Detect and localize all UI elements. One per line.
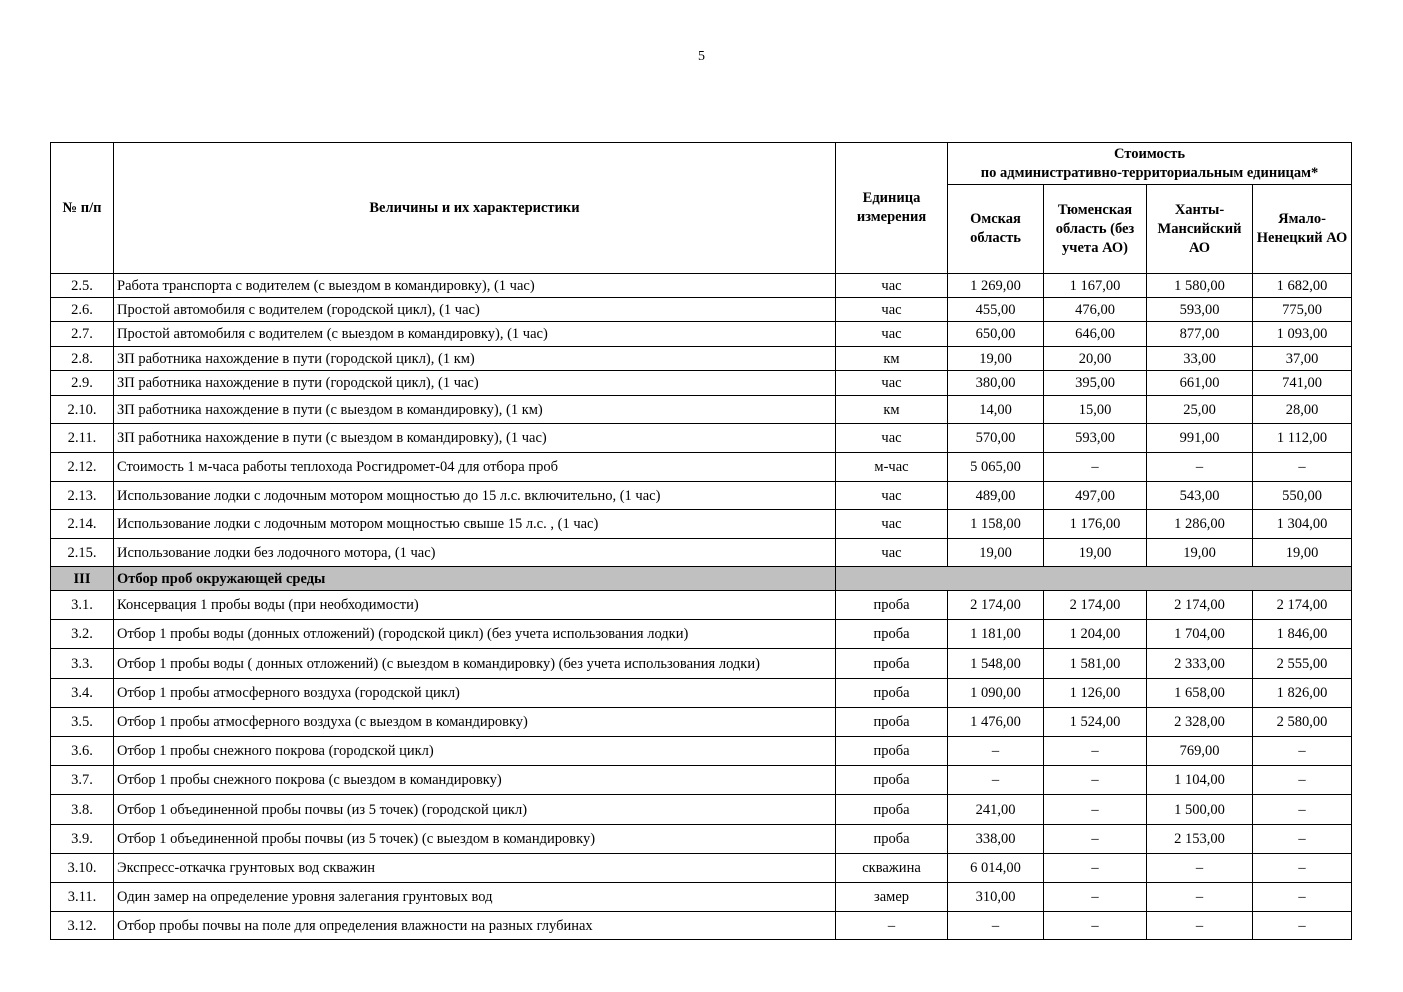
value-khmao: 33,00 xyxy=(1147,347,1253,371)
row-number: 2.13. xyxy=(51,482,114,510)
value-khmao: 1 704,00 xyxy=(1147,620,1253,649)
table-row xyxy=(51,347,1352,371)
value-omsk: 455,00 xyxy=(948,298,1044,322)
value-yanao: 1 112,00 xyxy=(1253,424,1352,453)
row-unit: час xyxy=(836,510,948,539)
row-description: Простой автомобиля с водителем (с выездом в командировку), (1 час) xyxy=(114,322,836,347)
row-unit: проба xyxy=(836,825,948,854)
row-description: ЗП работника нахождение в пути (с выездом в командировку), (1 км) xyxy=(114,396,836,424)
row-unit: скважина xyxy=(836,854,948,883)
row-unit: км xyxy=(836,396,948,424)
value-khmao: 769,00 xyxy=(1147,737,1253,766)
value-tyumen: 19,00 xyxy=(1044,539,1147,567)
row-unit: проба xyxy=(836,649,948,679)
row-unit: час xyxy=(836,482,948,510)
section-num: III xyxy=(51,567,114,591)
value-tyumen: 15,00 xyxy=(1044,396,1147,424)
header-cost-line1: Стоимость xyxy=(1114,145,1186,162)
value-yanao: 1 304,00 xyxy=(1253,510,1352,539)
value-omsk: 1 181,00 xyxy=(948,620,1044,649)
table-body-part2 xyxy=(51,591,1352,940)
value-yanao: – xyxy=(1253,795,1352,825)
table-row xyxy=(51,620,1352,649)
header-region-khmao: Ханты-Мансийский АО xyxy=(1147,185,1253,274)
value-tyumen: 1 126,00 xyxy=(1044,679,1147,708)
table-row xyxy=(51,396,1352,424)
value-omsk: 5 065,00 xyxy=(948,453,1044,482)
table-row xyxy=(51,482,1352,510)
value-omsk: – xyxy=(948,737,1044,766)
row-number: 2.11. xyxy=(51,424,114,453)
table-row xyxy=(51,825,1352,854)
table-body-part1 xyxy=(51,274,1352,567)
value-omsk: 1 090,00 xyxy=(948,679,1044,708)
table-header xyxy=(51,143,1352,274)
row-unit: проба xyxy=(836,620,948,649)
table-row xyxy=(51,912,1352,940)
row-number: 2.14. xyxy=(51,510,114,539)
row-description: Использование лодки с лодочным мотором мощностью до 15 л.с. включительно, (1 час) xyxy=(114,482,836,510)
value-yanao: – xyxy=(1253,854,1352,883)
table-row xyxy=(51,737,1352,766)
value-tyumen: – xyxy=(1044,766,1147,795)
value-omsk: 241,00 xyxy=(948,795,1044,825)
row-number: 3.6. xyxy=(51,737,114,766)
value-omsk: 1 476,00 xyxy=(948,708,1044,737)
value-khmao: – xyxy=(1147,912,1253,940)
value-tyumen: – xyxy=(1044,795,1147,825)
row-unit: замер xyxy=(836,883,948,912)
value-yanao: – xyxy=(1253,912,1352,940)
value-khmao: 877,00 xyxy=(1147,322,1253,347)
row-number: 3.8. xyxy=(51,795,114,825)
header-region-yanao: Ямало-Ненецкий АО xyxy=(1253,185,1352,274)
value-omsk: 310,00 xyxy=(948,883,1044,912)
row-description: Работа транспорта с водителем (с выездом в командировку), (1 час) xyxy=(114,274,836,298)
value-yanao: 1 846,00 xyxy=(1253,620,1352,649)
value-yanao: 2 580,00 xyxy=(1253,708,1352,737)
table-row xyxy=(51,298,1352,322)
value-tyumen: 497,00 xyxy=(1044,482,1147,510)
row-unit: проба xyxy=(836,708,948,737)
header-cost-line2: по административно-территориальным единицам* xyxy=(980,164,1319,181)
row-unit: км xyxy=(836,347,948,371)
value-khmao: 661,00 xyxy=(1147,371,1253,396)
value-tyumen: – xyxy=(1044,912,1147,940)
table-row xyxy=(51,371,1352,396)
row-unit: час xyxy=(836,298,948,322)
value-khmao: 25,00 xyxy=(1147,396,1253,424)
row-description: ЗП работника нахождение в пути (городской цикл), (1 час) xyxy=(114,371,836,396)
value-tyumen: – xyxy=(1044,453,1147,482)
row-description: Отбор пробы почвы на поле для определения влажности на разных глубинах xyxy=(114,912,836,940)
value-khmao: – xyxy=(1147,453,1253,482)
row-description: Один замер на определение уровня залегания грунтовых вод xyxy=(114,883,836,912)
value-tyumen: 2 174,00 xyxy=(1044,591,1147,620)
value-yanao: 1 826,00 xyxy=(1253,679,1352,708)
value-khmao: 1 104,00 xyxy=(1147,766,1253,795)
row-number: 3.10. xyxy=(51,854,114,883)
value-khmao: 19,00 xyxy=(1147,539,1253,567)
value-khmao: 1 580,00 xyxy=(1147,274,1253,298)
table-row xyxy=(51,424,1352,453)
value-tyumen: 593,00 xyxy=(1044,424,1147,453)
value-omsk: – xyxy=(948,766,1044,795)
row-number: 2.7. xyxy=(51,322,114,347)
row-unit: проба xyxy=(836,591,948,620)
value-omsk: 19,00 xyxy=(948,539,1044,567)
value-khmao: 2 174,00 xyxy=(1147,591,1253,620)
row-description: Консервация 1 пробы воды (при необходимости) xyxy=(114,591,836,620)
row-description: Экспресс-откачка грунтовых вод скважин xyxy=(114,854,836,883)
row-description: Отбор 1 пробы снежного покрова (городской цикл) xyxy=(114,737,836,766)
value-tyumen: 20,00 xyxy=(1044,347,1147,371)
value-yanao: 2 555,00 xyxy=(1253,649,1352,679)
value-omsk: – xyxy=(948,912,1044,940)
row-number: 3.9. xyxy=(51,825,114,854)
row-number: 2.5. xyxy=(51,274,114,298)
header-col-num: № п/п xyxy=(51,143,114,274)
table-row xyxy=(51,453,1352,482)
value-yanao: – xyxy=(1253,737,1352,766)
row-unit: проба xyxy=(836,795,948,825)
value-khmao: 1 286,00 xyxy=(1147,510,1253,539)
value-khmao: – xyxy=(1147,854,1253,883)
value-tyumen: – xyxy=(1044,883,1147,912)
value-yanao: 775,00 xyxy=(1253,298,1352,322)
value-yanao: 1 682,00 xyxy=(1253,274,1352,298)
value-yanao: 1 093,00 xyxy=(1253,322,1352,347)
value-omsk: 1 548,00 xyxy=(948,649,1044,679)
row-unit: час xyxy=(836,539,948,567)
row-description: Отбор 1 пробы атмосферного воздуха (городской цикл) xyxy=(114,679,836,708)
row-number: 3.11. xyxy=(51,883,114,912)
table-row xyxy=(51,510,1352,539)
row-unit: проба xyxy=(836,737,948,766)
value-khmao: 2 328,00 xyxy=(1147,708,1253,737)
row-unit: проба xyxy=(836,679,948,708)
value-khmao: 2 333,00 xyxy=(1147,649,1253,679)
row-unit: час xyxy=(836,371,948,396)
value-yanao: 2 174,00 xyxy=(1253,591,1352,620)
row-unit: час xyxy=(836,424,948,453)
header-cost xyxy=(948,143,1352,185)
row-number: 3.7. xyxy=(51,766,114,795)
section-fill xyxy=(836,567,1352,591)
row-number: 3.4. xyxy=(51,679,114,708)
row-unit: час xyxy=(836,274,948,298)
row-number: 2.6. xyxy=(51,298,114,322)
header-col-unit: Единица измерения xyxy=(836,143,948,274)
section-block xyxy=(51,567,1352,591)
table-row xyxy=(51,795,1352,825)
table-row xyxy=(51,854,1352,883)
value-omsk: 489,00 xyxy=(948,482,1044,510)
value-tyumen: – xyxy=(1044,854,1147,883)
value-tyumen: 395,00 xyxy=(1044,371,1147,396)
value-omsk: 380,00 xyxy=(948,371,1044,396)
table-row xyxy=(51,649,1352,679)
value-yanao: 741,00 xyxy=(1253,371,1352,396)
value-tyumen: – xyxy=(1044,825,1147,854)
value-tyumen: 1 176,00 xyxy=(1044,510,1147,539)
table-row xyxy=(51,708,1352,737)
row-description: Простой автомобиля с водителем (городской цикл), (1 час) xyxy=(114,298,836,322)
row-number: 2.8. xyxy=(51,347,114,371)
row-number: 2.10. xyxy=(51,396,114,424)
row-description: Использование лодки с лодочным мотором мощностью свыше 15 л.с. , (1 час) xyxy=(114,510,836,539)
row-number: 2.15. xyxy=(51,539,114,567)
value-omsk: 650,00 xyxy=(948,322,1044,347)
row-number: 2.12. xyxy=(51,453,114,482)
value-yanao: – xyxy=(1253,883,1352,912)
value-yanao: 37,00 xyxy=(1253,347,1352,371)
table-row xyxy=(51,883,1352,912)
row-description: Отбор 1 пробы воды ( донных отложений) (с выездом в командировку) (без учета использования лодки) xyxy=(114,649,836,679)
value-yanao: – xyxy=(1253,766,1352,795)
table-row xyxy=(51,322,1352,347)
row-unit: проба xyxy=(836,766,948,795)
row-description: ЗП работника нахождение в пути (городской цикл), (1 км) xyxy=(114,347,836,371)
value-omsk: 2 174,00 xyxy=(948,591,1044,620)
row-number: 3.3. xyxy=(51,649,114,679)
row-number: 3.2. xyxy=(51,620,114,649)
row-unit: час xyxy=(836,322,948,347)
value-yanao: 19,00 xyxy=(1253,539,1352,567)
row-description: Использование лодки без лодочного мотора, (1 час) xyxy=(114,539,836,567)
row-description: Отбор 1 пробы атмосферного воздуха (с выездом в командировку) xyxy=(114,708,836,737)
value-tyumen: 1 524,00 xyxy=(1044,708,1147,737)
row-description: Стоимость 1 м-часа работы теплохода Росгидромет-04 для отбора проб xyxy=(114,453,836,482)
row-unit: м-час xyxy=(836,453,948,482)
price-table xyxy=(50,142,1352,940)
row-number: 3.5. xyxy=(51,708,114,737)
row-unit: – xyxy=(836,912,948,940)
row-description: Отбор 1 объединенной пробы почвы (из 5 точек) (с выездом в командировку) xyxy=(114,825,836,854)
table-row xyxy=(51,539,1352,567)
value-tyumen: – xyxy=(1044,737,1147,766)
value-omsk: 19,00 xyxy=(948,347,1044,371)
row-description: Отбор 1 пробы воды (донных отложений) (городской цикл) (без учета использования лодки) xyxy=(114,620,836,649)
value-yanao: 28,00 xyxy=(1253,396,1352,424)
row-description: Отбор 1 пробы снежного покрова (с выездом в командировку) xyxy=(114,766,836,795)
value-khmao: 2 153,00 xyxy=(1147,825,1253,854)
value-tyumen: 1 204,00 xyxy=(1044,620,1147,649)
value-omsk: 570,00 xyxy=(948,424,1044,453)
header-col-name: Величины и их характеристики xyxy=(114,143,836,274)
row-number: 3.1. xyxy=(51,591,114,620)
row-number: 2.9. xyxy=(51,371,114,396)
value-tyumen: 1 581,00 xyxy=(1044,649,1147,679)
value-khmao: 991,00 xyxy=(1147,424,1253,453)
value-khmao: – xyxy=(1147,883,1253,912)
value-omsk: 14,00 xyxy=(948,396,1044,424)
table-row xyxy=(51,591,1352,620)
page-number: 5 xyxy=(698,49,705,64)
value-omsk: 338,00 xyxy=(948,825,1044,854)
value-khmao: 1 500,00 xyxy=(1147,795,1253,825)
value-omsk: 6 014,00 xyxy=(948,854,1044,883)
value-khmao: 543,00 xyxy=(1147,482,1253,510)
section-title: Отбор проб окружающей среды xyxy=(114,567,836,591)
value-omsk: 1 158,00 xyxy=(948,510,1044,539)
value-omsk: 1 269,00 xyxy=(948,274,1044,298)
row-number: 3.12. xyxy=(51,912,114,940)
value-yanao: – xyxy=(1253,825,1352,854)
table-row xyxy=(51,766,1352,795)
section-row xyxy=(51,567,1352,591)
table-row xyxy=(51,679,1352,708)
value-yanao: 550,00 xyxy=(1253,482,1352,510)
value-tyumen: 1 167,00 xyxy=(1044,274,1147,298)
header-region-omsk: Омская область xyxy=(948,185,1044,274)
value-yanao: – xyxy=(1253,453,1352,482)
value-tyumen: 646,00 xyxy=(1044,322,1147,347)
table-row xyxy=(51,274,1352,298)
row-description: ЗП работника нахождение в пути (с выездом в командировку), (1 час) xyxy=(114,424,836,453)
value-khmao: 593,00 xyxy=(1147,298,1253,322)
value-khmao: 1 658,00 xyxy=(1147,679,1253,708)
value-tyumen: 476,00 xyxy=(1044,298,1147,322)
header-region-tyumen: Тюменская область (без учета АО) xyxy=(1044,185,1147,274)
row-description: Отбор 1 объединенной пробы почвы (из 5 точек) (городской цикл) xyxy=(114,795,836,825)
